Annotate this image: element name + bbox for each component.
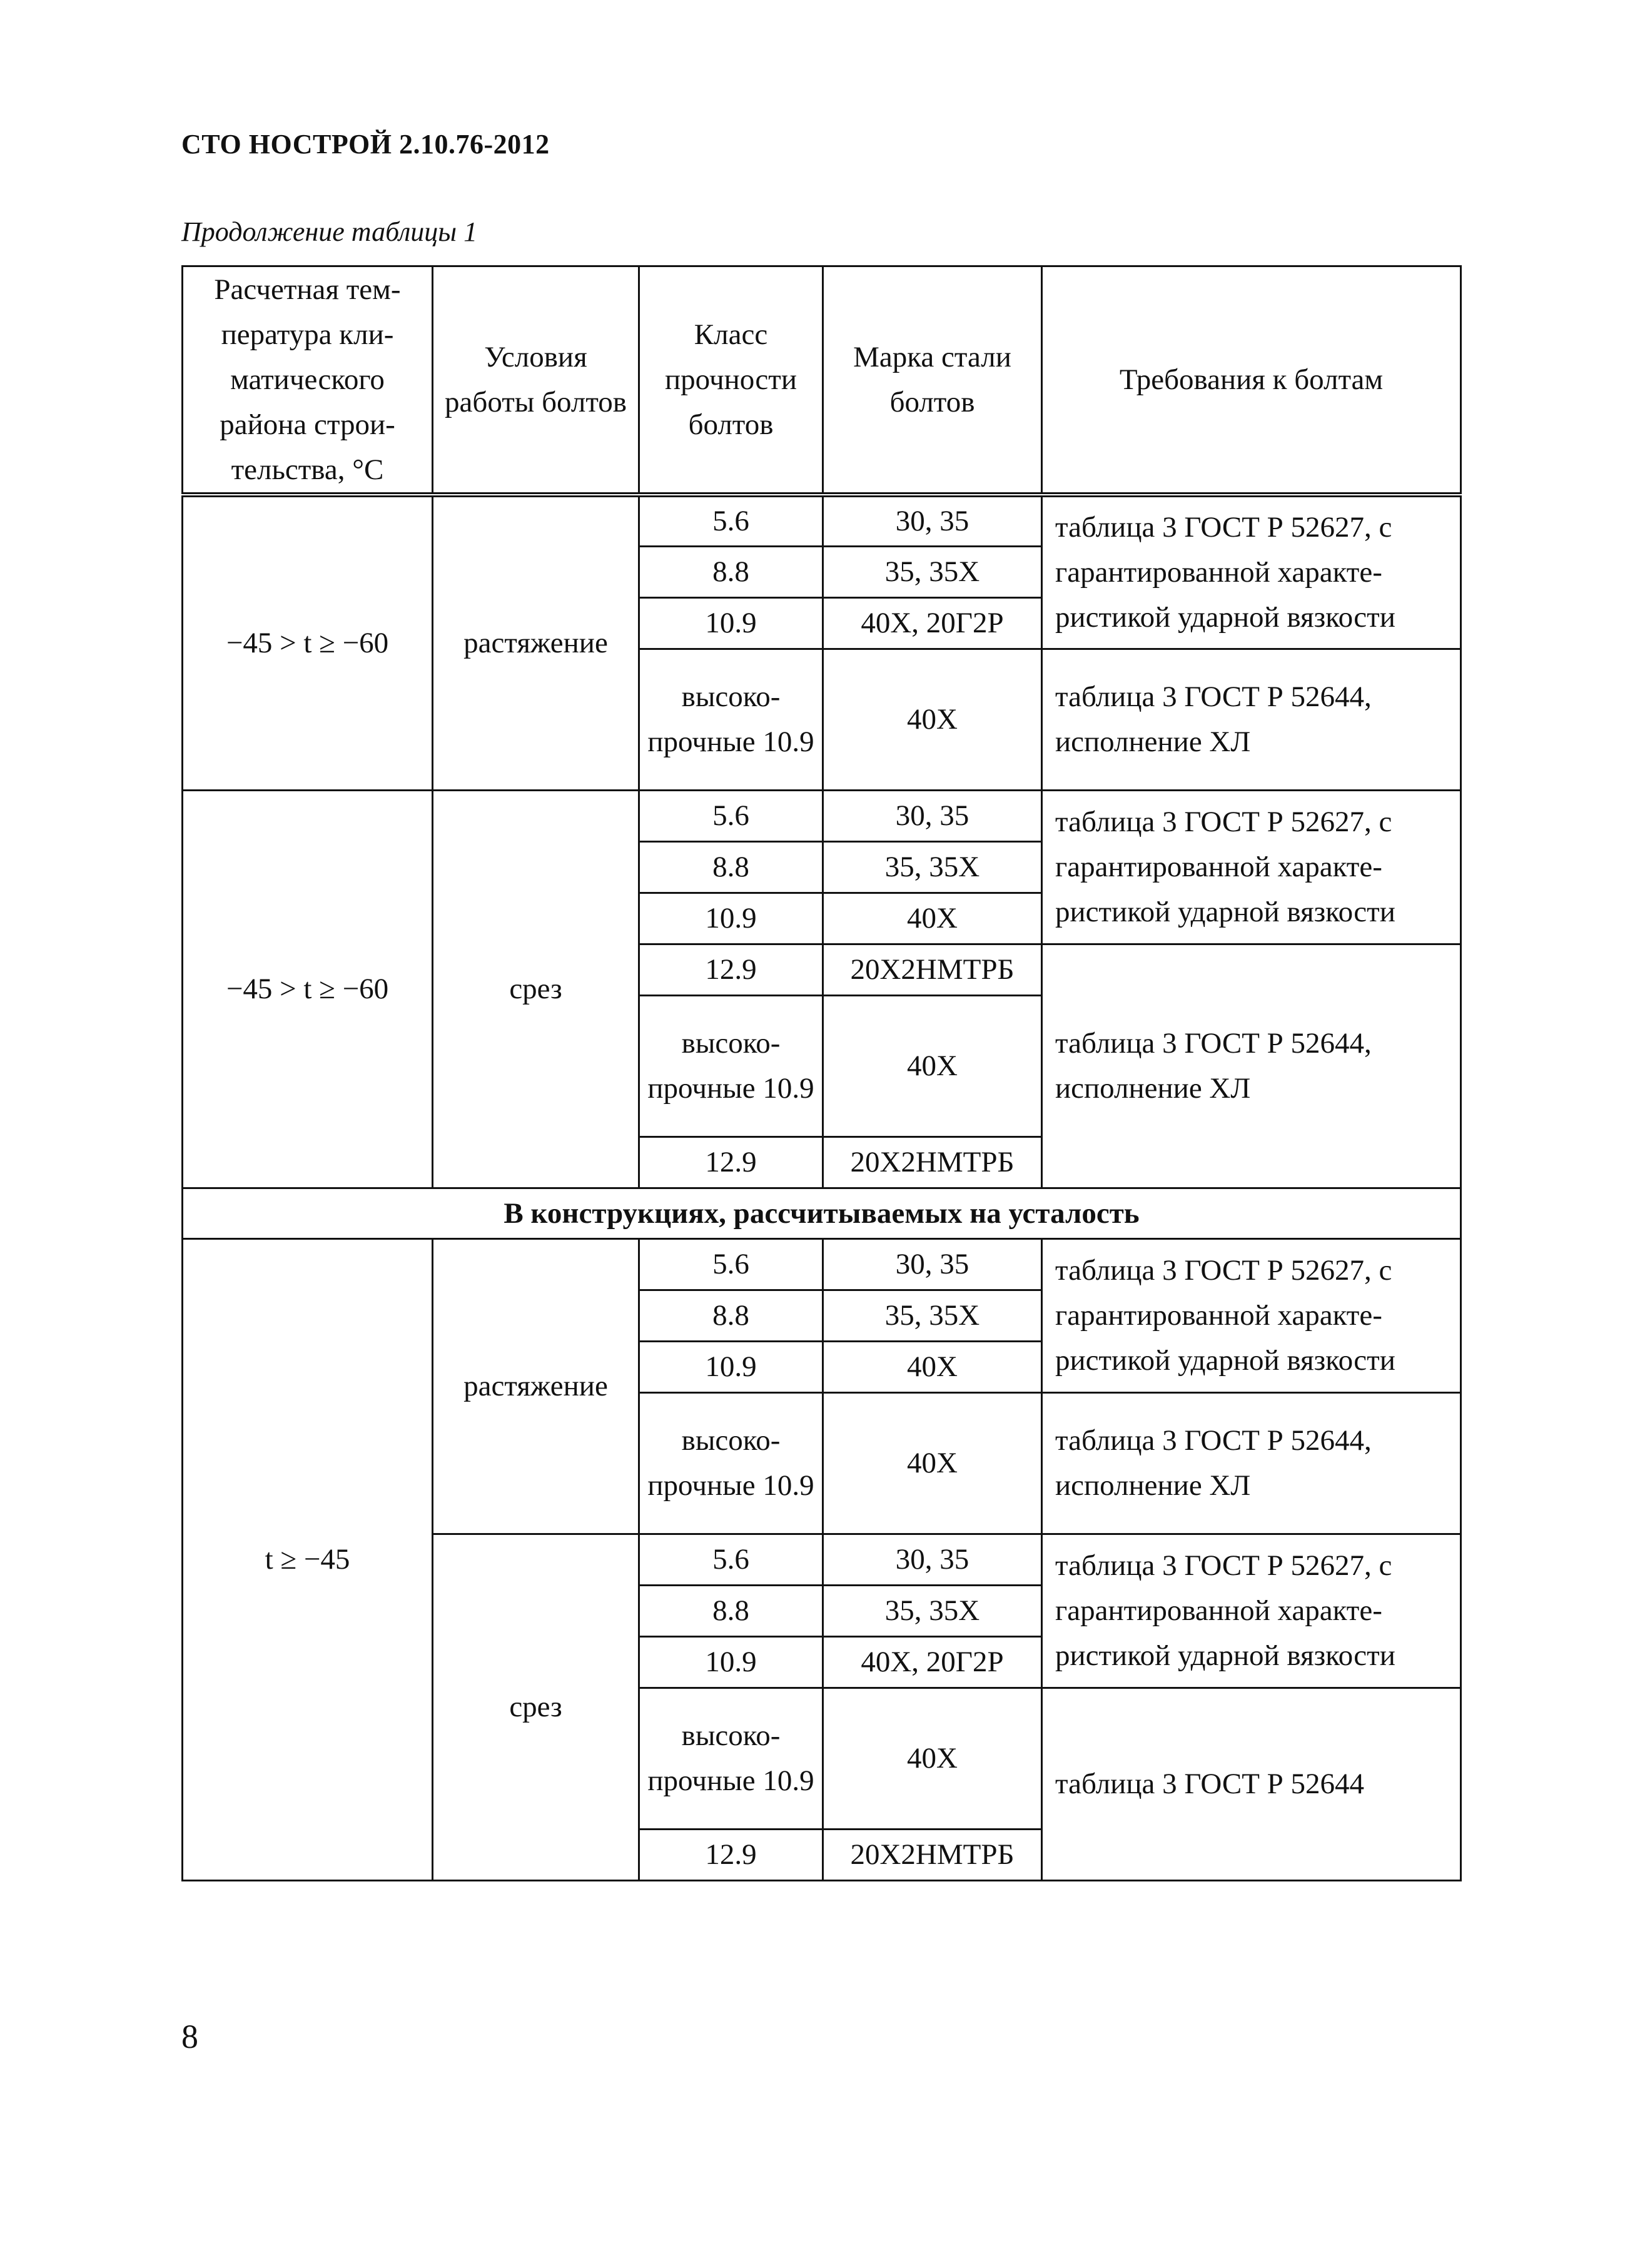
table-header — [183, 266, 1461, 495]
temperature-cell: t ≥ −45 — [183, 1238, 433, 1880]
bolt-requirements-table — [181, 265, 1462, 1881]
class-cell: высоко- прочные 10.9 — [639, 1392, 823, 1534]
class-cell: 12.9 — [639, 1829, 823, 1880]
column-header-steel: Марка стали болтов — [823, 266, 1042, 495]
steel-cell: 30, 35 — [823, 1238, 1042, 1290]
steel-cell: 30, 35 — [823, 1534, 1042, 1585]
condition-cell: срез — [433, 1534, 639, 1880]
requirements-cell: таблица 3 ГОСТ Р 52627, с гарантированной характе- ристикой ударной вязкости — [1042, 495, 1461, 649]
requirements-cell: таблица 3 ГОСТ Р 52644, исполнение ХЛ — [1042, 649, 1461, 790]
steel-cell: 30, 35 — [823, 790, 1042, 841]
temperature-cell: −45 > t ≥ −60 — [183, 790, 433, 1188]
table-body — [183, 495, 1461, 1880]
page-number: 8 — [181, 2018, 198, 2055]
class-cell: 10.9 — [639, 597, 823, 649]
column-header-requirements: Требования к болтам — [1042, 266, 1461, 495]
class-cell: 8.8 — [639, 1585, 823, 1636]
condition-cell: срез — [433, 790, 639, 1188]
requirements-cell: таблица 3 ГОСТ Р 52627, с гарантированной характе- ристикой ударной вязкости — [1042, 1534, 1461, 1688]
steel-cell: 30, 35 — [823, 495, 1042, 546]
class-cell: 12.9 — [639, 1137, 823, 1188]
class-cell: 10.9 — [639, 1341, 823, 1392]
steel-cell: 40Х — [823, 1688, 1042, 1829]
steel-cell: 40Х — [823, 1392, 1042, 1534]
condition-cell: растяжение — [433, 1238, 639, 1534]
requirements-cell: таблица 3 ГОСТ Р 52644, исполнение ХЛ — [1042, 1392, 1461, 1534]
column-header-temperature: Расчетная тем- пература кли- матического района строи- тельства, °С — [183, 266, 433, 495]
steel-cell: 40Х — [823, 995, 1042, 1137]
requirements-cell: таблица 3 ГОСТ Р 52627, с гарантированной характе- ристикой ударной вязкости — [1042, 790, 1461, 944]
steel-cell: 35, 35Х — [823, 1585, 1042, 1636]
class-cell: 8.8 — [639, 841, 823, 893]
section-row — [183, 1188, 1461, 1238]
class-cell: высоко- прочные 10.9 — [639, 649, 823, 790]
temperature-cell: −45 > t ≥ −60 — [183, 495, 433, 790]
steel-cell: 40Х, 20Г2Р — [823, 597, 1042, 649]
class-cell: 5.6 — [639, 1534, 823, 1585]
steel-cell: 40Х — [823, 893, 1042, 944]
header-row — [183, 266, 1461, 495]
requirements-cell: таблица 3 ГОСТ Р 52627, с гарантированной характе- ристикой ударной вязкости — [1042, 1238, 1461, 1392]
class-cell: 8.8 — [639, 1290, 823, 1341]
table-caption: Продолжение таблицы 1 — [181, 216, 478, 247]
steel-cell: 40Х — [823, 649, 1042, 790]
class-cell: 10.9 — [639, 1636, 823, 1688]
class-cell: 5.6 — [639, 790, 823, 841]
condition-cell: растяжение — [433, 495, 639, 790]
column-header-condition: Условия работы болтов — [433, 266, 639, 495]
class-cell: 10.9 — [639, 893, 823, 944]
class-cell: 8.8 — [639, 546, 823, 597]
class-cell: 5.6 — [639, 1238, 823, 1290]
steel-cell: 35, 35Х — [823, 841, 1042, 893]
steel-cell: 20Х2НМТРБ — [823, 1829, 1042, 1880]
steel-cell: 40Х, 20Г2Р — [823, 1636, 1042, 1688]
steel-cell: 20Х2НМТРБ — [823, 1137, 1042, 1188]
table-row — [183, 1238, 1461, 1290]
steel-cell: 20Х2НМТРБ — [823, 944, 1042, 995]
table-row — [183, 495, 1461, 546]
table-row — [183, 790, 1461, 841]
document-header: СТО НОСТРОЙ 2.10.76-2012 — [181, 129, 550, 159]
section-title: В конструкциях, рассчитываемых на усталость — [183, 1188, 1461, 1238]
class-cell: высоко- прочные 10.9 — [639, 995, 823, 1137]
class-cell: 5.6 — [639, 495, 823, 546]
steel-cell: 35, 35Х — [823, 546, 1042, 597]
requirements-cell: таблица 3 ГОСТ Р 52644, исполнение ХЛ — [1042, 944, 1461, 1188]
class-cell: 12.9 — [639, 944, 823, 995]
requirements-cell: таблица 3 ГОСТ Р 52644 — [1042, 1688, 1461, 1880]
steel-cell: 35, 35Х — [823, 1290, 1042, 1341]
class-cell: высоко- прочные 10.9 — [639, 1688, 823, 1829]
column-header-class: Класс прочности болтов — [639, 266, 823, 495]
steel-cell: 40Х — [823, 1341, 1042, 1392]
